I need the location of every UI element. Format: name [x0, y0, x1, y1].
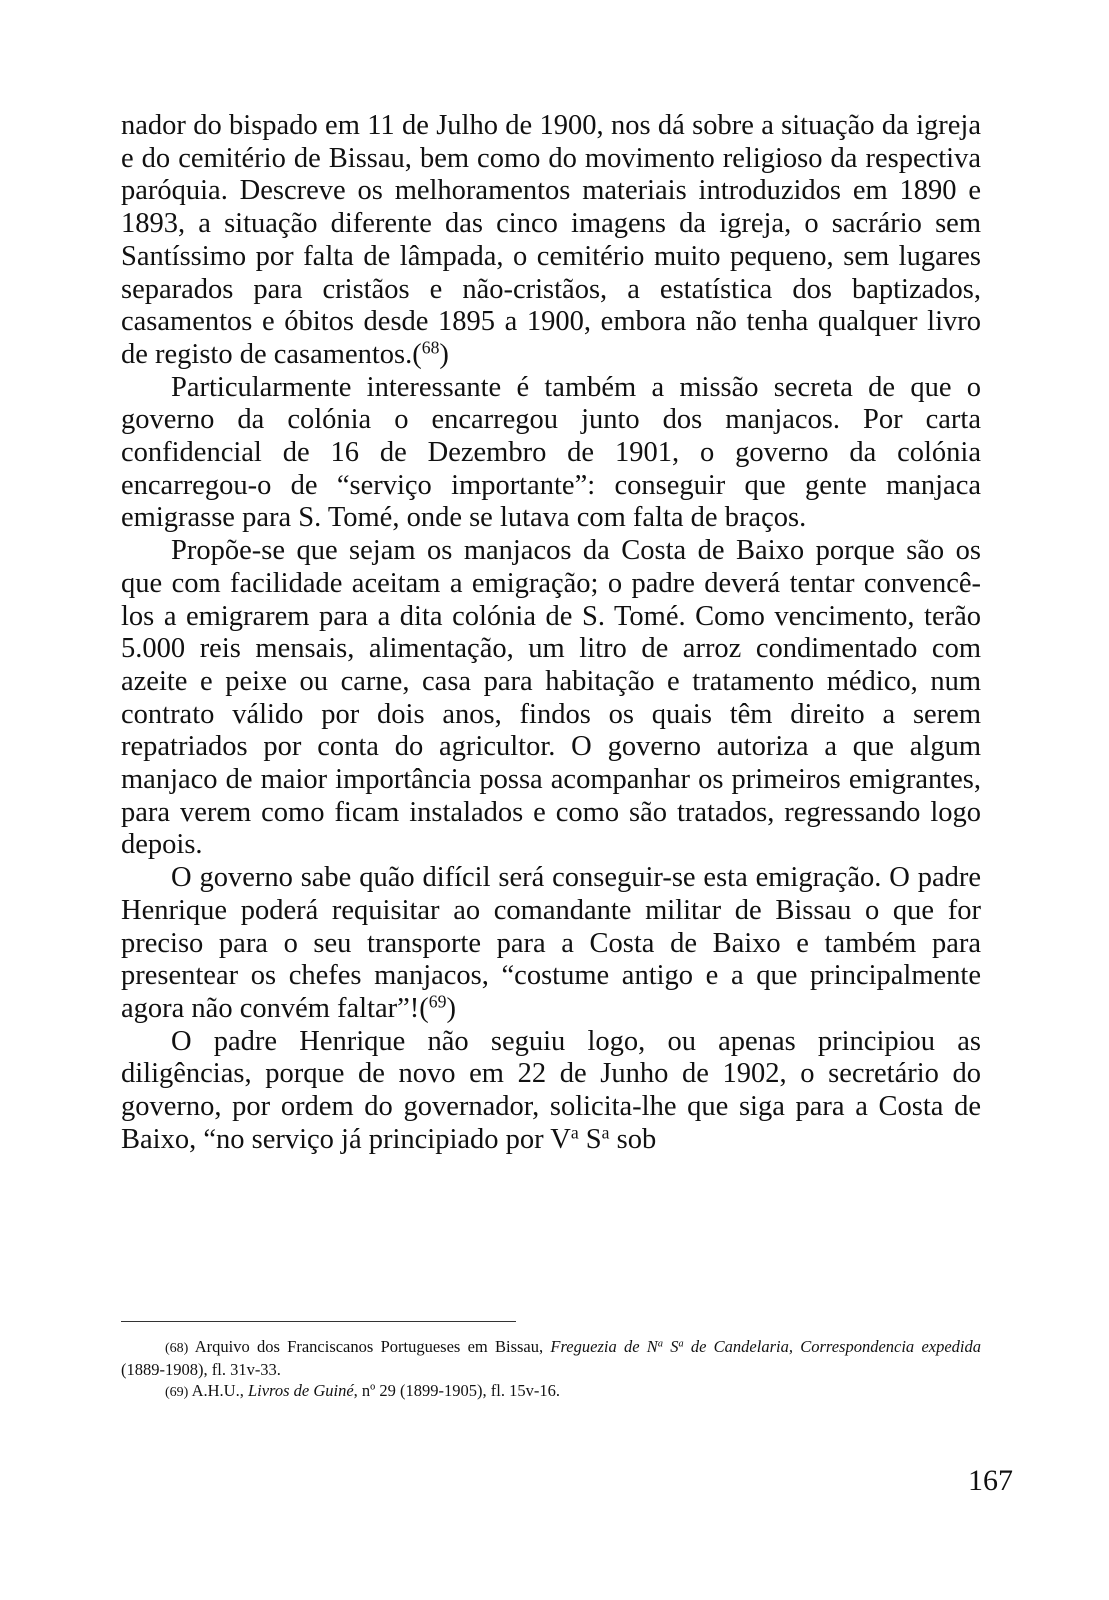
paragraph-1: nador do bispado em 11 de Julho de 1900, nos dá sobre a situação da igreja e do cemitério de Bissau, bem como do movimento religioso da respectiva paróquia. Descreve os melhoramentos materiais introduzidos em 1890 e 1893, a situação diferente das cinco imagens da igreja, o sacrário sem Santíssimo por falta de lâmpada, o cemitério muito pequeno, sem lugares separados para cristãos e não-cristãos, a estatística dos baptizados, casamentos e óbitos desde 1895 a 1900, embora não tenha qualquer livro de registo de casamentos.($^{68}$)	[121, 110, 981, 370]
footnote-68: (68) Arquivo dos Franciscanos Portugueses em Bissau, Freguezia de $N^a$ $S^a$ de Candelaria, Correspondencia expedida (1889-1908), fl. 31v-33.	[121, 1337, 981, 1379]
footnote-ref-68[interactable]: 68	[421, 337, 440, 358]
footnote-divider	[121, 1321, 516, 1322]
paragraph-3: Propõe-se que sejam os manjacos da Costa de Baixo porque são os que com facilidade aceitam a emigração; o padre deverá tentar convencê-los a emigrarem para a dita colónia de S. Tomé. Como vencimento, terão 5.000 reis mensais, alimentação, um litro de arroz condimentado com azeite e peixe ou carne, casa para habitação e tratamento médico, num contrato válido por dois anos, findos os quais têm direito a serem repatriados por conta do agricultor. O governo autoriza a que algum manjaco de maior importância possa acompanhar os primeiros emigrantes, para verem como ficam instalados e como são tratados, regressando logo depois.	[121, 535, 981, 861]
paragraph-5: O padre Henrique não seguiu logo, ou apenas principiou as diligências, porque de novo em 22 de Junho de 1902, o secretário do governo, por ordem do governador, solicita-lhe que siga para a Costa de Baixo, “no serviço já principiado por $V^a$ $S^a$ sob	[121, 1025, 981, 1155]
footnote-68-marker: (68)	[165, 1341, 189, 1356]
page-number: 167	[968, 1464, 1013, 1497]
paragraph-2: Particularmente interessante é também a missão secreta de que o governo da colónia o encarregou junto dos manjacos. Por carta confidencial de 16 de Dezembro de 1901, o governo da colónia encarregou-o de “serviço importante”: conseguir que gente manjaca emigrasse para S. Tomé, onde se lutava com falta de braços.	[121, 371, 981, 534]
footnotes	[121, 1336, 981, 1403]
body-text	[121, 110, 981, 1157]
footnote-68-title: Freguezia de $N^a$ $S^a$ de Candelaria, Correspondencia expedida	[550, 1337, 981, 1356]
paragraph-4: O governo sabe quão difícil será conseguir-se esta emigração. O padre Henrique poderá requisitar ao comandante militar de Bissau o que for preciso para o seu transporte para a Costa de Baixo e também para presentear os chefes manjacos, “costume antigo e a que principalmente agora não convém faltar”!($^{69}$)	[121, 862, 981, 1024]
footnote-69: (69) A.H.U., Livros de Guiné, nº 29 (1899-1905), fl. 15v-16.	[165, 1381, 560, 1400]
footnote-69-title: Livros de Guiné	[247, 1381, 354, 1400]
footnote-69-marker: (69)	[165, 1385, 189, 1400]
footnote-ref-69[interactable]: 69	[428, 991, 447, 1012]
